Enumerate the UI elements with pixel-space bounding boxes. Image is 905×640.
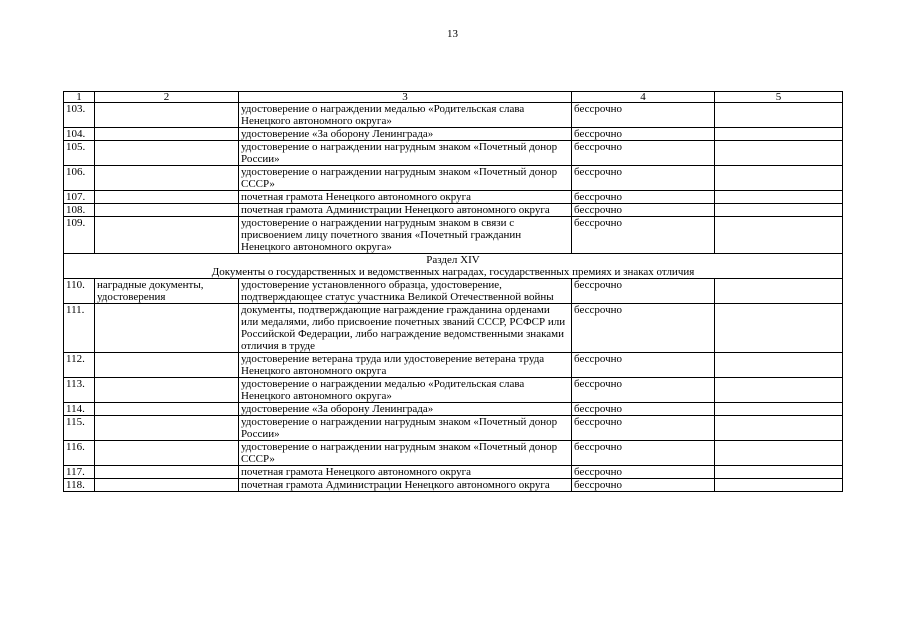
- storage-term: бессрочно: [572, 441, 715, 466]
- note-cell: [715, 403, 843, 416]
- category-cell: [95, 353, 239, 378]
- column-header: 1: [64, 92, 95, 103]
- note-cell: [715, 304, 843, 353]
- row-number: 113.: [64, 378, 95, 403]
- row-number: 115.: [64, 416, 95, 441]
- table-row: [64, 403, 843, 416]
- note-cell: [715, 191, 843, 204]
- storage-term: бессрочно: [572, 166, 715, 191]
- document-name: почетная грамота Администрации Ненецкого автономного округа: [239, 479, 572, 492]
- note-cell: [715, 103, 843, 128]
- row-number: 118.: [64, 479, 95, 492]
- storage-term: бессрочно: [572, 217, 715, 254]
- column-header: 3: [239, 92, 572, 103]
- storage-term: бессрочно: [572, 378, 715, 403]
- note-cell: [715, 378, 843, 403]
- document-name: удостоверение о награждении нагрудным знаком в связи с присвоением лицу почетного звания «Почетный гражданин Ненецкого автономного округа»: [239, 217, 572, 254]
- column-header: 4: [572, 92, 715, 103]
- row-number: 114.: [64, 403, 95, 416]
- category-cell: [95, 128, 239, 141]
- section-heading: [64, 254, 843, 279]
- document-name: удостоверение о награждении медалью «Родительская слава Ненецкого автономного округа»: [239, 378, 572, 403]
- section-subtitle: Документы о государственных и ведомственных наградах, государственных премиях и знаках отличия: [211, 266, 695, 278]
- document-name: почетная грамота Ненецкого автономного округа: [239, 466, 572, 479]
- note-cell: [715, 217, 843, 254]
- row-number: 109.: [64, 217, 95, 254]
- document-name: удостоверение ветерана труда или удостоверение ветерана труда Ненецкого автономного округа: [239, 353, 572, 378]
- column-header: 2: [95, 92, 239, 103]
- table-row: [64, 166, 843, 191]
- category-cell: [95, 378, 239, 403]
- row-number: 112.: [64, 353, 95, 378]
- category-cell: [95, 191, 239, 204]
- table-row: [64, 141, 843, 166]
- section-title: Раздел XIV: [426, 254, 480, 266]
- document-name: удостоверение о награждении нагрудным знаком «Почетный донор России»: [239, 416, 572, 441]
- storage-term: бессрочно: [572, 403, 715, 416]
- document-name: почетная грамота Администрации Ненецкого автономного округа: [239, 204, 572, 217]
- category-cell: [95, 304, 239, 353]
- category-cell: [95, 403, 239, 416]
- note-cell: [715, 416, 843, 441]
- table-row: [64, 416, 843, 441]
- document-name: почетная грамота Ненецкого автономного округа: [239, 191, 572, 204]
- storage-term: бессрочно: [572, 191, 715, 204]
- note-cell: [715, 479, 843, 492]
- category-cell: [95, 217, 239, 254]
- section-row: [64, 254, 843, 279]
- table-row: [64, 466, 843, 479]
- category-cell: [95, 441, 239, 466]
- storage-term: бессрочно: [572, 466, 715, 479]
- table-row: [64, 378, 843, 403]
- table-row: [64, 304, 843, 353]
- storage-term: бессрочно: [572, 304, 715, 353]
- note-cell: [715, 441, 843, 466]
- storage-term: бессрочно: [572, 128, 715, 141]
- document-name: удостоверение установленного образца, удостоверение, подтверждающее статус участника Великой Отечественной войны: [239, 279, 572, 304]
- table-row: [64, 441, 843, 466]
- row-number: 104.: [64, 128, 95, 141]
- row-number: 105.: [64, 141, 95, 166]
- table-row: [64, 479, 843, 492]
- note-cell: [715, 128, 843, 141]
- note-cell: [715, 353, 843, 378]
- category-cell: [95, 103, 239, 128]
- row-number: 103.: [64, 103, 95, 128]
- document-name: удостоверение «За оборону Ленинграда»: [239, 403, 572, 416]
- category-cell: наградные документы, удостоверения: [95, 279, 239, 304]
- table-row: [64, 191, 843, 204]
- page-number: 13: [447, 28, 458, 40]
- category-cell: [95, 141, 239, 166]
- document-name: удостоверение о награждении медалью «Родительская слава Ненецкого автономного округа»: [239, 103, 572, 128]
- storage-term: бессрочно: [572, 141, 715, 166]
- document-name: удостоверение «За оборону Ленинграда»: [239, 128, 572, 141]
- storage-term: бессрочно: [572, 479, 715, 492]
- table-row: [64, 279, 843, 304]
- document-name: удостоверение о награждении нагрудным знаком «Почетный донор СССР»: [239, 166, 572, 191]
- storage-term: бессрочно: [572, 204, 715, 217]
- category-cell: [95, 204, 239, 217]
- storage-term: бессрочно: [572, 279, 715, 304]
- column-header: 5: [715, 92, 843, 103]
- note-cell: [715, 166, 843, 191]
- storage-term: бессрочно: [572, 416, 715, 441]
- storage-term: бессрочно: [572, 103, 715, 128]
- document-name: удостоверение о награждении нагрудным знаком «Почетный донор России»: [239, 141, 572, 166]
- table-row: [64, 103, 843, 128]
- category-cell: [95, 416, 239, 441]
- table-row: [64, 353, 843, 378]
- note-cell: [715, 279, 843, 304]
- row-number: 117.: [64, 466, 95, 479]
- row-number: 111.: [64, 304, 95, 353]
- note-cell: [715, 466, 843, 479]
- table-row: [64, 128, 843, 141]
- row-number: 116.: [64, 441, 95, 466]
- note-cell: [715, 204, 843, 217]
- document-name: удостоверение о награждении нагрудным знаком «Почетный донор СССР»: [239, 441, 572, 466]
- header-row: [64, 92, 843, 103]
- document-table: [63, 91, 843, 492]
- note-cell: [715, 141, 843, 166]
- row-number: 108.: [64, 204, 95, 217]
- category-cell: [95, 466, 239, 479]
- storage-term: бессрочно: [572, 353, 715, 378]
- category-cell: [95, 166, 239, 191]
- category-cell: [95, 479, 239, 492]
- table-row: [64, 204, 843, 217]
- row-number: 107.: [64, 191, 95, 204]
- row-number: 106.: [64, 166, 95, 191]
- row-number: 110.: [64, 279, 95, 304]
- document-name: документы, подтверждающие награждение гражданина орденами или медалями, либо присвоение почетных званий СССР, РСФСР или Российской Федерации, либо награждение ведомственными знаками отличия в труде: [239, 304, 572, 353]
- table-row: [64, 217, 843, 254]
